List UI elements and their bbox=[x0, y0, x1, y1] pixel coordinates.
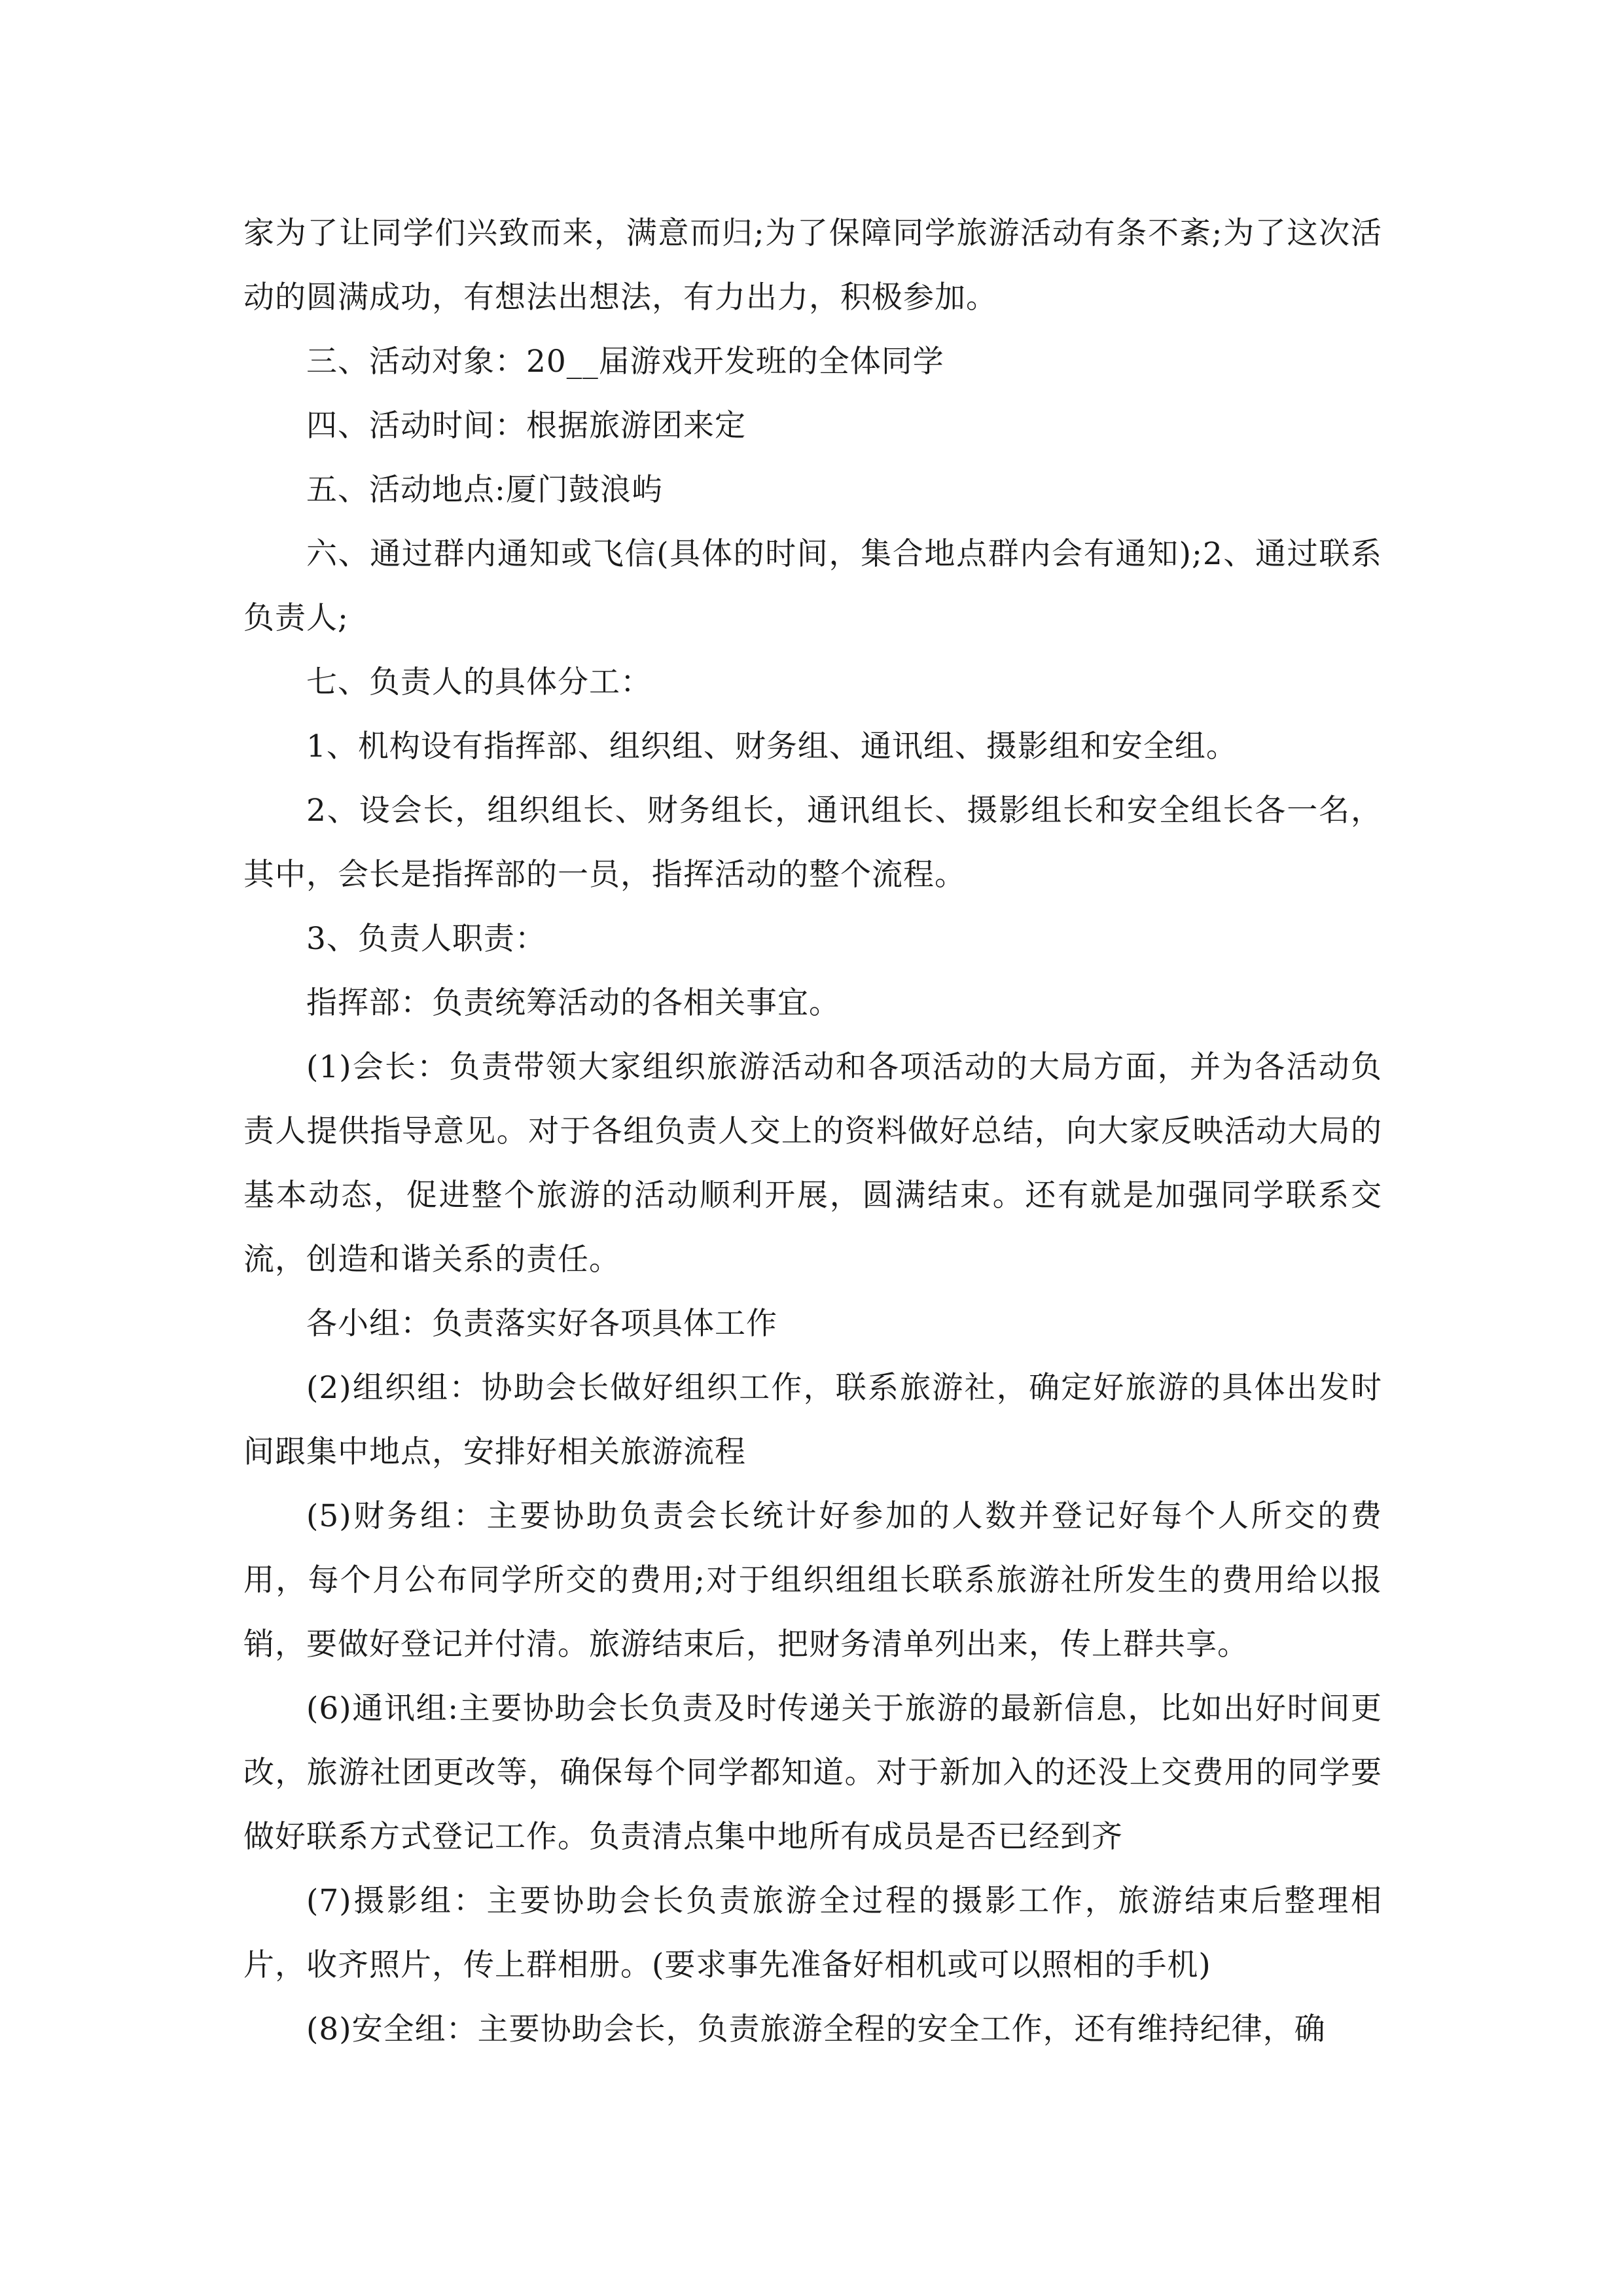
paragraph-groups: 各小组：负责落实好各项具体工作 bbox=[306, 1306, 777, 1342]
paragraph-activity-target: 三、活动对象：20__届游戏开发班的全体同学 bbox=[306, 344, 944, 380]
paragraph-activity-time: 四、活动时间：根据旅游团来定 bbox=[306, 408, 746, 444]
paragraph-notification: 六、通过群内通知或飞信(具体的时间，集合地点群内会有通知);2、通过联系负责人; bbox=[243, 536, 1382, 636]
paragraph-photography-group: (7)摄影组：主要协助会长负责旅游全过程的摄影工作，旅游结束后整理相片，收齐照片，传上群相册。(要求事先准备好相机或可以照相的手机) bbox=[243, 1883, 1382, 1983]
document-body bbox=[243, 202, 1382, 2062]
paragraph-leaders: 2、设会长，组织组长、财务组长，通讯组长、摄影组长和安全组长各一名，其中，会长是指挥部的一员，指挥活动的整个流程。 bbox=[243, 793, 1382, 893]
paragraph-division-heading: 七、负责人的具体分工： bbox=[306, 664, 652, 700]
paragraph-president: (1)会长：负责带领大家组织旅游活动和各项活动的大局方面，并为各活动负责人提供指导意见。对于各组负责人交上的资料做好总结，向大家反映活动大局的基本动态，促进整个旅游的活动顺利开展，圆满结束。还有就是加强同学联系交流，创造和谐关系的责任。 bbox=[243, 1049, 1382, 1278]
paragraph-responsibilities-heading: 3、负责人职责： bbox=[306, 921, 546, 957]
paragraph-activity-location: 五、活动地点:厦门鼓浪屿 bbox=[306, 472, 663, 508]
paragraph-organization-group: (2)组织组：协助会长做好组织工作，联系旅游社，确定好旅游的具体出发时间跟集中地点，安排好相关旅游流程 bbox=[243, 1370, 1382, 1470]
paragraph-safety-group: (8)安全组：主要协助会长，负责旅游全程的安全工作，还有维持纪律，确 bbox=[306, 2011, 1326, 2047]
paragraph-finance-group: (5)财务组：主要协助负责会长统计好参加的人数并登记好每个人所交的费用，每个月公布同学所交的费用;对于组织组组长联系旅游社所发生的费用给以报销，要做好登记并付清。旅游结束后，把财务清单列出来，传上群共享。 bbox=[243, 1498, 1382, 1662]
paragraph-communication-group: (6)通讯组:主要协助会长负责及时传递关于旅游的最新信息，比如出好时间更改，旅游社团更改等，确保每个同学都知道。对于新加入的还没上交费用的同学要做好联系方式登记工作。负责清点集中地所有成员是否已经到齐 bbox=[243, 1691, 1382, 1855]
paragraph-continuation: 家为了让同学们兴致而来，满意而归;为了保障同学旅游活动有条不紊;为了这次活动的圆满成功，有想法出想法，有力出力，积极参加。 bbox=[243, 215, 1382, 315]
paragraph-headquarters: 指挥部：负责统筹活动的各相关事宜。 bbox=[306, 985, 840, 1021]
paragraph-organization: 1、机构设有指挥部、组织组、财务组、通讯组、摄影组和安全组。 bbox=[306, 728, 1238, 764]
